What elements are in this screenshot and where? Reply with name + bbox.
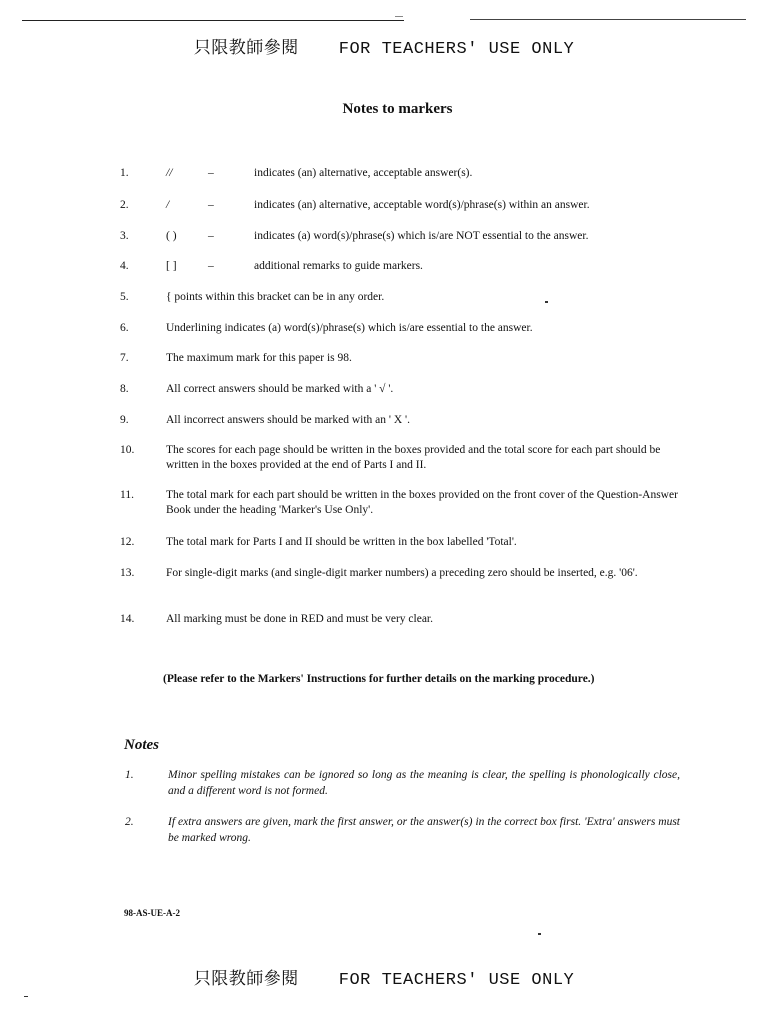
notes-heading: Notes — [124, 737, 159, 753]
item-dash: – — [208, 230, 214, 242]
scan-speck — [24, 996, 28, 997]
item-dash: – — [208, 199, 214, 211]
banner-chinese: 只限教師參閱 — [193, 38, 299, 58]
item-text: Underlining indicates (a) word(s)/phrase(s) which is/are essential to the answer. — [166, 322, 533, 334]
banner-english: FOR TEACHERS' USE ONLY — [338, 40, 575, 59]
item-number: 8. — [120, 383, 129, 395]
item-number: 2. — [120, 199, 129, 211]
item-number: 1. — [120, 167, 129, 179]
item-number: 9. — [120, 414, 129, 426]
note-text: If extra answers are given, mark the first answer, or the answer(s) in the correct box first. 'Extra' answers must be marked wrong. — [168, 816, 680, 844]
note-number: 2. — [125, 816, 134, 828]
note-number: 1. — [125, 769, 134, 781]
item-number: 5. — [120, 291, 129, 303]
page-code: 98-AS-UE-A-2 — [124, 908, 180, 918]
item-dash: – — [208, 260, 214, 272]
item-number: 3. — [120, 230, 129, 242]
item-number: 14. — [120, 613, 135, 625]
page-title: Notes to markers — [342, 101, 453, 117]
banner-english: FOR TEACHERS' USE ONLY — [338, 971, 575, 990]
top-rule-right — [470, 19, 746, 20]
item-number: 10. — [120, 444, 135, 456]
teachers-only-banner-top — [0, 33, 768, 59]
item-text: All correct answers should be marked with a ' √ '. — [166, 383, 394, 395]
item-text: { points within this bracket can be in any order. — [166, 291, 385, 303]
item-dash: – — [208, 167, 214, 179]
item-text: indicates (a) word(s)/phrase(s) which is/are NOT essential to the answer. — [254, 230, 589, 242]
item-number: 4. — [120, 260, 129, 272]
item-text: The maximum mark for this paper is 98. — [166, 352, 352, 364]
item-symbol: ( ) — [166, 230, 177, 242]
item-symbol: [ ] — [166, 260, 177, 272]
item-symbol: / — [166, 199, 170, 211]
item-text: All marking must be done in RED and must be very clear. — [166, 613, 433, 625]
item-text: additional remarks to guide markers. — [254, 260, 423, 272]
item-number: 12. — [120, 536, 135, 548]
item-text: indicates (an) alternative, acceptable word(s)/phrase(s) within an answer. — [254, 199, 590, 211]
item-number: 13. — [120, 567, 135, 579]
top-rule-left — [22, 20, 404, 21]
top-rule-fragment — [395, 16, 403, 17]
item-symbol: // — [166, 167, 173, 179]
item-text: All incorrect answers should be marked with an ' X '. — [166, 414, 410, 426]
scan-speck — [538, 933, 541, 935]
item-number: 11. — [120, 489, 134, 501]
teachers-only-banner-bottom — [0, 964, 768, 990]
item-text: For single-digit marks (and single-digit marker numbers) a preceding zero should be inserted, e.g. '06'. — [166, 567, 638, 579]
refer-instructions-note: (Please refer to the Markers' Instructions for further details on the marking procedure.) — [163, 673, 595, 685]
scan-speck — [545, 301, 548, 303]
item-text: indicates (an) alternative, acceptable answer(s). — [254, 167, 473, 179]
item-text: The scores for each page should be written in the boxes provided and the total score for each part should be written in the boxes provided at the end of Parts I and II. — [166, 444, 661, 471]
note-text: Minor spelling mistakes can be ignored so long as the meaning is clear, the spelling is phonologically close, and a different word is not formed. — [168, 769, 680, 797]
item-text: The total mark for Parts I and II should be written in the box labelled 'Total'. — [166, 536, 517, 548]
item-number: 7. — [120, 352, 129, 364]
item-number: 6. — [120, 322, 129, 334]
item-text: The total mark for each part should be written in the boxes provided on the front cover of the Question-Answer Book under the heading 'Marker's Use Only'. — [166, 489, 678, 516]
banner-chinese: 只限教師參閱 — [193, 969, 299, 989]
